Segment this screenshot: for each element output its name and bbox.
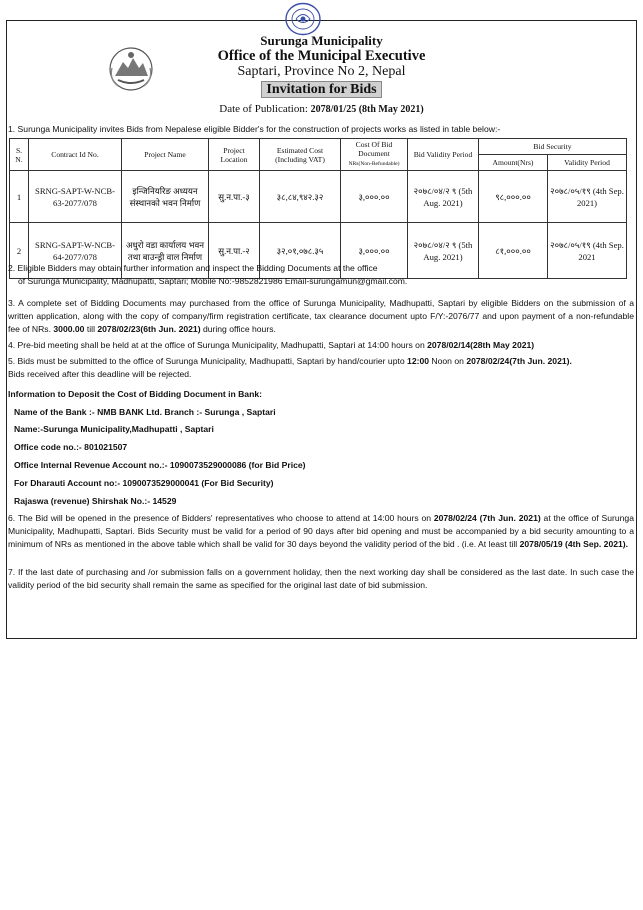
header-cost: Estimated Cost (Including VAT)	[260, 139, 341, 171]
row-project: इन्जिनियरिङ अध्ययन संस्थानको भवन निर्माण	[122, 171, 209, 223]
office-address: Saptari, Province No 2, Nepal	[237, 64, 406, 79]
header-sec-validity: Validity Period	[548, 155, 627, 171]
row-cost: ३८,८४,९४२.३२	[260, 171, 341, 223]
row-contract: SRNG-SAPT-W-NCB-64-2077/078	[29, 223, 122, 279]
row-project: अधुरो वडा कार्यालय भवन तथा बाउन्ड्री वाल निर्माण	[122, 223, 209, 279]
bids-table	[9, 138, 627, 279]
bank-account-name: Name:-Surunga Municipality,Madhupatti , Saptari	[14, 424, 214, 434]
header-sn: S. N.	[10, 139, 29, 171]
header-contract: Contract Id No.	[29, 139, 122, 171]
notice-title: Invitation for Bids	[0, 82, 643, 98]
bank-name: Name of the Bank :- NMB BANK Ltd. Branch :- Surunga , Saptari	[14, 407, 276, 417]
row-validity: २०७८/०४/२ ९ (5th Aug. 2021)	[408, 171, 479, 223]
municipality-name: Surunga Municipality	[260, 33, 383, 48]
header-doc-cost: Cost Of Bid Document NRs(Non-Refundable)	[341, 139, 408, 171]
header-amount: Amount(Nrs)	[479, 155, 548, 171]
header-project: Project Name	[122, 139, 209, 171]
row-sec-validity: २०७८/०५/१९ (4th Sep. 2021	[548, 223, 627, 279]
bank-rajaswa: Rajaswa (revenue) Shirshak No.:- 14529	[14, 496, 177, 506]
paragraph-7: 7. If the last date of purchasing and /or submission falls on a government holiday, then the next working day shall be considered as the last date. In such case the validity period of the bid security shall remain the same as specified for the original last date of bid submission.	[8, 567, 634, 591]
paragraph-2: 2. Eligible Bidders may obtain further information and inspect the Bidding Documents at the office of Surunga Municipality, Madhupatti, Saptari; Mobile No:-9852821986 Email-surungamun@gmail.com.	[8, 263, 408, 287]
row-location: सु.न.पा.-२	[209, 223, 260, 279]
table-row	[10, 171, 627, 223]
publication-date: Date of Publication: 2078/01/25 (8th May 2021)	[219, 103, 424, 115]
paragraph-6: 6. The Bid will be opened in the presence of Bidders' representatives who choose to attend at 14:00 hours on 2078/02/24 (7th Jun. 2021) at the office of Surunga Municipality, Madhupatti, Saptari. Bids Security must be valid for a period of 90 days after bid opening and must be accompanied by a bid security amounting to a minimum of NRs as mentioned in the above table which shall be valid for 30 days beyond the validity period of the bid . (i.e. At least till 2078/05/19 (4th Sep. 2021).	[8, 513, 634, 550]
row-contract: SRNG-SAPT-W-NCB-63-2077/078	[29, 171, 122, 223]
intro-paragraph: 1. Surunga Municipality invites Bids from Nepalese eligible Bidder's for the construction of projects works as listed in table below:-	[8, 124, 501, 134]
row-validity: २०७८/०४/२ ९ (5th Aug. 2021)	[408, 223, 479, 279]
header-location: Project Location	[209, 139, 260, 171]
row-doc-cost: ३,०००.००	[341, 171, 408, 223]
bank-office-code: Office code no.:- 801021507	[14, 442, 128, 452]
header-validity: Bid Validity Period	[408, 139, 479, 171]
row-amount: ८१,०००.००	[479, 223, 548, 279]
paragraph-3: 3. A complete set of Bidding Documents may purchased from the office of Surunga Municipality, Madhupatti, Saptari by eligible Bidders on the submission of a written application, along with the copy of company/firm registration certificate, tax clearance document upto F/Y:-2076/77 and upon payment of a non-refundable fee of NRs. 3000.00 till 2078/02/23(6th Jun. 2021) during office hours.	[8, 298, 634, 335]
office-name: Office of the Municipal Executive	[217, 48, 426, 64]
bank-revenue-account: Office Internal Revenue Account no.:- 1090073529000086 (for Bid Price)	[14, 460, 306, 470]
header-security: Bid Security	[479, 139, 627, 155]
paragraph-4: 4. Pre-bid meeting shall be held at at the office of Surunga Municipality, Madhupatti, Saptari at 14:00 hours on 2078/02/14(28th May 2021)	[8, 340, 535, 350]
bank-heading: Information to Deposit the Cost of Bidding Document in Bank:	[8, 389, 262, 399]
bank-dharauti-account: For Dharauti Account no:- 1090073529000041 (For Bid Security)	[14, 478, 274, 488]
row-doc-cost: ३,०००.००	[341, 223, 408, 279]
paragraph-5: 5. Bids must be submitted to the office of Surunga Municipality, Madhupatti, Saptari by hand/courier upto 12:00 Noon on 2078/02/24(7th Jun. 2021). Bids received after this deadline will be rejected.	[8, 356, 572, 380]
row-sn: 1	[10, 171, 29, 223]
row-sn: 2	[10, 223, 29, 279]
row-sec-validity: २०७८/०५/१९ (4th Sep. 2021)	[548, 171, 627, 223]
municipality-stamp	[284, 2, 322, 36]
row-location: सु.न.पा.-३	[209, 171, 260, 223]
row-cost: ३२,०१,०७८.३५	[260, 223, 341, 279]
row-amount: ९८,०००.००	[479, 171, 548, 223]
